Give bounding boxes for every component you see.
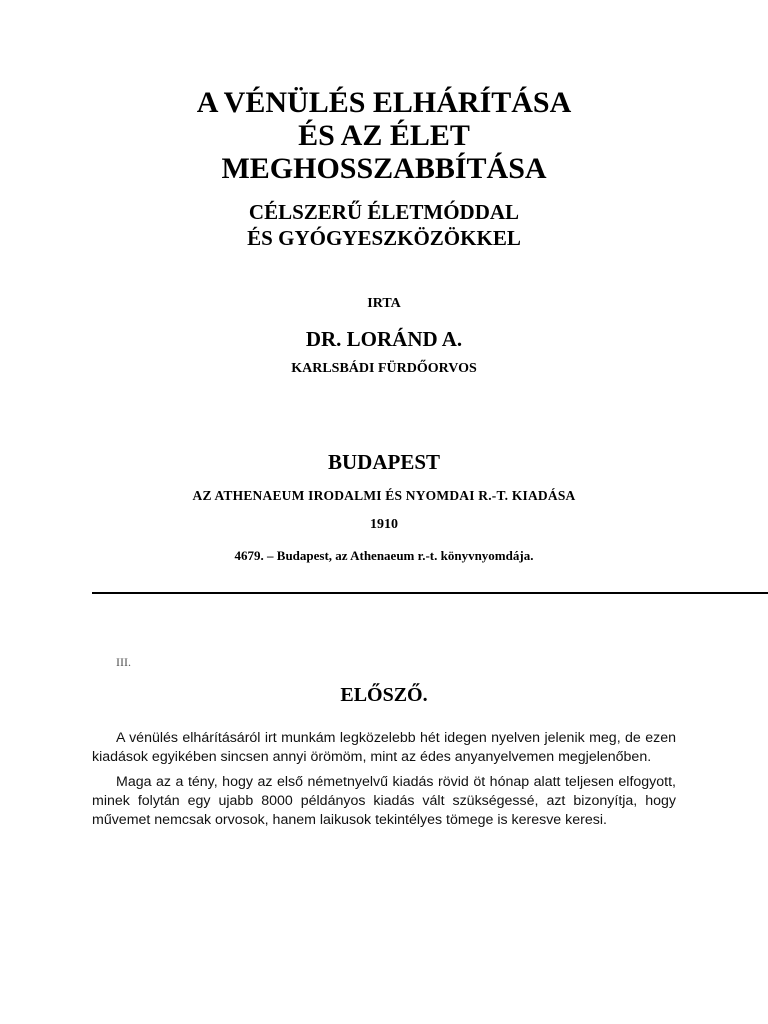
paragraph: A vénülés elhárításáról irt munkám legközelebb hét idegen nyelven jelenik meg, de ezen kiadások egyikében sincsen annyi örömöm, mint az édes anyanyelvemen megjelenőben.: [92, 730, 676, 765]
publication-year: 1910: [370, 517, 398, 532]
byline: IRTA: [367, 296, 401, 311]
publication-city: BUDAPEST: [327, 450, 441, 474]
author-name: DR. LORÁND A.: [305, 327, 463, 351]
subtitle-line: ÉS GYÓGYESZKÖZÖKKEL: [247, 226, 521, 250]
paragraph: Maga az a tény, hogy az első németnyelvű kiadás rövid öt hónap alatt teljesen elfogyott, minek folytán egy ujabb 8000 példányos kiadás vált szükségessé, azt bizonyítja, hogy művemet nemcsak orvosok, hanem laikusok tekintélyes tömege is keresve keresi.: [92, 774, 676, 828]
body-text: [92, 729, 676, 836]
author-role: KARLSBÁDI FÜRDŐORVOS: [291, 361, 477, 376]
title-block: [0, 86, 768, 251]
book-title: [0, 86, 768, 185]
title-line: ÉS AZ ÉLET: [298, 119, 470, 152]
book-subtitle: [0, 199, 768, 251]
subtitle-line: CÉLSZERŰ ÉLETMÓDDAL: [248, 200, 520, 224]
page-number: III.: [116, 655, 131, 669]
publisher: AZ ATHENAEUM IRODALMI ÉS NYOMDAI R.-T. KIADÁSA: [192, 488, 576, 503]
title-line: A VÉNÜLÉS ELHÁRÍTÁSA: [196, 86, 572, 119]
printer-line: 4679. – Budapest, az Athenaeum r.-t. könyvnyomdája.: [234, 548, 534, 563]
section-title: ELŐSZŐ.: [340, 684, 428, 706]
title-line: MEGHOSSZABBÍTÁSA: [221, 152, 547, 185]
divider: [92, 592, 768, 594]
